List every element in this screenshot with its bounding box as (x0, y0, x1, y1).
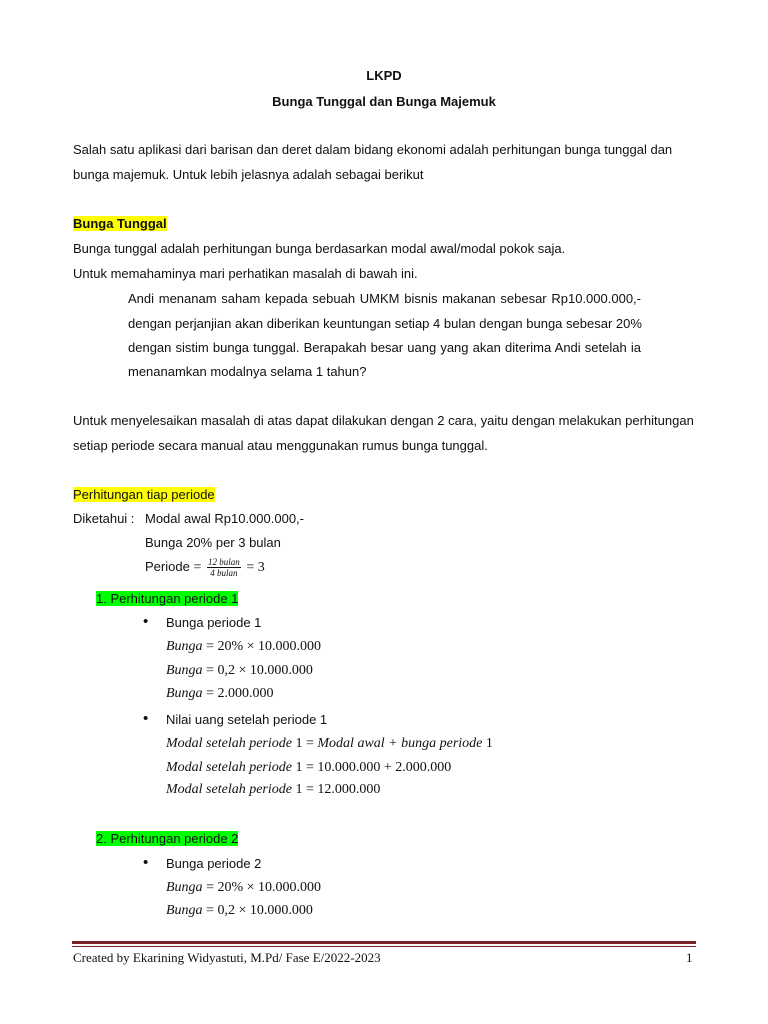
periode-result: 3 (257, 559, 265, 575)
bullet-dot: • (143, 854, 149, 871)
periode-1-eq-6: Modal setelah periode 1 = 12.000.000 (166, 782, 381, 797)
periode-1-eq-2: Bunga = 0,2 × 10.000.000 (166, 663, 313, 678)
footer-credit: Created by Ekarining Widyastuti, M.Pd/ Fase E/2022-2023 (73, 950, 381, 965)
periode-result-eq: = 3 (246, 559, 265, 575)
eq-rhs: 20% × 10.000.000 (217, 880, 322, 895)
periode-1-heading-text: 1. Perhitungan periode 1 (96, 591, 239, 606)
bullet-dot: • (143, 710, 149, 727)
eq-lhs-num: 1 (295, 736, 303, 751)
eq-rhs: Modal awal + bunga periode (317, 736, 483, 751)
eq-rhs-num: 1 (485, 736, 493, 751)
periode-2-heading (96, 831, 238, 846)
intro-line-2: bunga majemuk. Untuk lebih jelasnya adalah sebagai berikut (73, 167, 424, 182)
periode-2-eq-2: Bunga = 0,2 × 10.000.000 (166, 903, 313, 918)
periode-fraction (207, 557, 241, 578)
footer-rule-thin (72, 946, 696, 947)
periode-2-bullet-bunga: Bunga periode 2 (166, 856, 262, 871)
document-subtitle: Bunga Tunggal dan Bunga Majemuk (272, 94, 496, 109)
equals-sign: = (193, 559, 202, 575)
footer-page-number: 1 (686, 950, 693, 965)
bunga-tunggal-definition: Bunga tunggal adalah perhitungan bunga berdasarkan modal awal/modal pokok saja. (73, 241, 566, 256)
bunga-tunggal-lead: Untuk memahaminya mari perhatikan masalah di bawah ini. (73, 266, 418, 281)
periode-2-eq-1: Bunga = 20% × 10.000.000 (166, 880, 322, 895)
periode-1-heading (96, 591, 238, 606)
eq-rhs: 2.000.000 (217, 686, 274, 701)
eq-rhs: 20% × 10.000.000 (217, 639, 322, 654)
eq-lhs: Modal setelah periode (166, 736, 292, 751)
diketahui-label: Diketahui : (73, 511, 135, 526)
solution-line-1: Untuk menyelesaikan masalah di atas dapat dilakukan dengan 2 cara, yaitu dengan melakukan perhitungan (73, 413, 694, 428)
bullet-dot: • (143, 613, 149, 630)
eq-rhs: 0,2 × 10.000.000 (217, 663, 313, 678)
eq-lhs: Bunga (166, 663, 203, 678)
periode-1-bullet-bunga: Bunga periode 1 (166, 615, 262, 630)
problem-line-1: Andi menanam saham kepada sebuah UMKM bisnis makanan sebesar Rp10.000.000,- (128, 291, 641, 306)
periode-label: Periode (145, 558, 190, 574)
diketahui-bunga: Bunga 20% per 3 bulan (145, 535, 281, 550)
document-title: LKPD (366, 68, 402, 83)
eq-lhs: Bunga (166, 639, 203, 654)
eq-rhs: 0,2 × 10.000.000 (217, 903, 313, 918)
eq-lhs: Bunga (166, 903, 203, 918)
footer-rule-thick (72, 941, 696, 944)
periode-2-heading-text: 2. Perhitungan periode 2 (96, 831, 239, 846)
periode-1-eq-1: Bunga = 20% × 10.000.000 (166, 639, 322, 654)
periode-1-eq-4: Modal setelah periode 1 = Modal awal + bunga periode 1 (166, 736, 493, 751)
section-heading-perhitungan (73, 487, 215, 502)
problem-line-2: dengan perjanjian akan diberikan keuntungan setiap 4 bulan dengan bunga sebesar 20% (128, 316, 642, 331)
periode-numerator: 12 bulan (207, 557, 240, 567)
section-heading-bunga-tunggal-text: Bunga Tunggal (73, 216, 167, 231)
periode-1-eq-3: Bunga = 2.000.000 (166, 686, 274, 701)
eq-lhs: Modal setelah periode (166, 760, 292, 775)
solution-line-2: setiap periode secara manual atau menggunakan rumus bunga tunggal. (73, 438, 488, 453)
eq-lhs: Bunga (166, 686, 203, 701)
periode-1-bullet-nilai: Nilai uang setelah periode 1 (166, 712, 328, 727)
section-heading-perhitungan-text: Perhitungan tiap periode (73, 487, 215, 502)
diketahui-modal: Modal awal Rp10.000.000,- (145, 511, 304, 526)
eq-lhs: Modal setelah periode (166, 782, 292, 797)
eq-rhs: 10.000.000 + 2.000.000 (317, 760, 452, 775)
eq-lhs-num: 1 (295, 760, 303, 775)
diketahui-periode (145, 557, 265, 578)
intro-line-1: Salah satu aplikasi dari barisan dan deret dalam bidang ekonomi adalah perhitungan bunga tunggal dan (73, 142, 673, 157)
eq-lhs: Bunga (166, 880, 203, 895)
periode-denominator: 4 bulan (210, 568, 238, 578)
eq-lhs-num: 1 (295, 782, 303, 797)
problem-line-3: dengan sistim bunga tunggal. Berapakah besar uang yang akan diterima Andi setelah ia (128, 340, 641, 355)
eq-rhs: 12.000.000 (317, 782, 381, 797)
periode-1-eq-5: Modal setelah periode 1 = 10.000.000 + 2.000.000 (166, 760, 452, 775)
section-heading-bunga-tunggal (73, 216, 167, 231)
problem-line-4: menanamkan modalnya selama 1 tahun? (128, 364, 367, 379)
